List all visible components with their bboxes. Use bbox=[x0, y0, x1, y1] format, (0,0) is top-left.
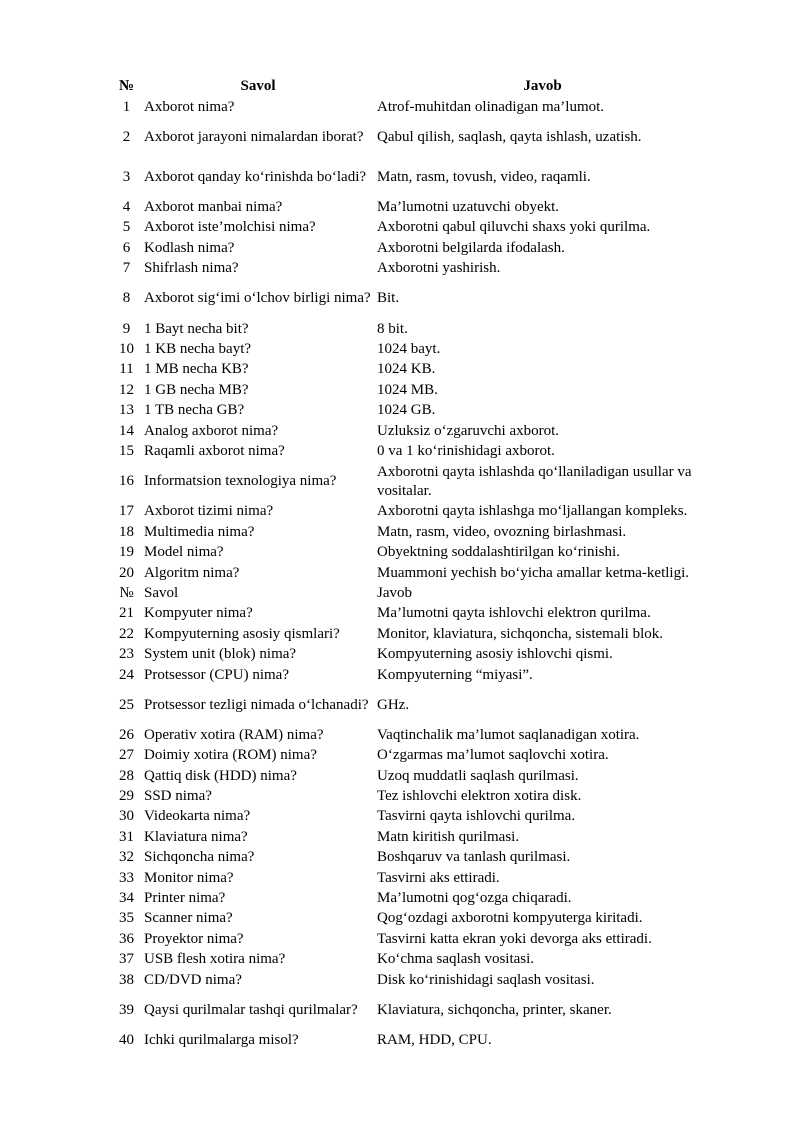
table-row bbox=[111, 725, 711, 745]
header-number: № bbox=[118, 78, 135, 94]
row-answer: Qog‘ozdagi axborotni kompyuterga kiritadi. bbox=[377, 910, 643, 927]
row-answer: Monitor, klaviatura, sichqoncha, sistemali blok. bbox=[377, 625, 664, 642]
row-question: Videokarta nima? bbox=[144, 808, 251, 825]
table-row bbox=[111, 522, 711, 542]
table-row bbox=[111, 117, 711, 157]
row-question: Axborot iste’molchisi nima? bbox=[144, 219, 316, 236]
table-row bbox=[111, 644, 711, 664]
row-number: 34 bbox=[119, 890, 134, 907]
row-answer: Bit. bbox=[377, 290, 400, 307]
table-row bbox=[111, 970, 711, 990]
row-number: 32 bbox=[119, 849, 134, 866]
row-number: 31 bbox=[119, 828, 134, 845]
table-row bbox=[111, 319, 711, 339]
table-row bbox=[111, 766, 711, 786]
row-number: 1 bbox=[122, 98, 131, 115]
row-number: 23 bbox=[119, 646, 134, 663]
row-number: 35 bbox=[119, 910, 134, 927]
row-question: Algoritm nima? bbox=[144, 564, 240, 581]
row-answer: Matn kiritish qurilmasi. bbox=[377, 828, 520, 845]
qa-table bbox=[111, 75, 711, 1051]
row-question: Axborot nima? bbox=[144, 98, 235, 115]
row-number: 21 bbox=[119, 605, 134, 622]
row-question: Multimedia nima? bbox=[144, 523, 255, 540]
row-answer: Boshqaruv va tanlash qurilmasi. bbox=[377, 849, 571, 866]
row-answer: 8 bit. bbox=[377, 320, 408, 337]
table-row bbox=[111, 868, 711, 888]
row-number: 39 bbox=[119, 1001, 134, 1018]
row-answer: Axborotni qabul qiluvchi shaxs yoki qurilma. bbox=[377, 219, 651, 236]
row-question: Kompyuterning asosiy qismlari? bbox=[144, 625, 340, 642]
row-number: 2 bbox=[122, 128, 131, 145]
row-answer: Javob bbox=[377, 584, 412, 601]
row-answer: Tasvirni qayta ishlovchi qurilma. bbox=[377, 808, 576, 825]
table-row bbox=[111, 583, 711, 603]
row-question: Shifrlash nima? bbox=[144, 260, 239, 277]
row-answer: 1024 KB. bbox=[377, 361, 436, 378]
row-number: 17 bbox=[119, 503, 134, 520]
row-question: Axborot qanday ko‘rinishda bo‘ladi? bbox=[144, 168, 367, 185]
row-answer: Matn, rasm, tovush, video, raqamli. bbox=[377, 168, 591, 185]
row-answer: Kompyuterning “miyasi”. bbox=[377, 666, 533, 683]
row-number: 12 bbox=[119, 381, 134, 398]
row-number: 15 bbox=[119, 442, 134, 459]
row-question: Printer nima? bbox=[144, 890, 226, 907]
row-number: 10 bbox=[119, 341, 134, 358]
row-question: System unit (blok) nima? bbox=[144, 646, 297, 663]
row-number: 40 bbox=[119, 1031, 134, 1048]
row-answer: RAM, HDD, CPU. bbox=[377, 1031, 492, 1048]
row-question: Axborot jarayoni nimalardan iborat? bbox=[144, 128, 364, 145]
row-number: 37 bbox=[119, 951, 134, 968]
row-answer: Ma’lumotni qayta ishlovchi elektron qurilma. bbox=[377, 605, 651, 622]
row-answer: GHz. bbox=[377, 696, 410, 713]
table-row bbox=[111, 259, 711, 279]
table-row bbox=[111, 604, 711, 624]
row-answer: Axborotni qayta ishlashga mo‘ljallangan kompleks. bbox=[377, 503, 688, 520]
row-number: 16 bbox=[119, 473, 134, 490]
table-row bbox=[111, 157, 711, 197]
row-number: 18 bbox=[119, 523, 134, 540]
table-row bbox=[111, 441, 711, 461]
row-number: 28 bbox=[119, 767, 134, 784]
row-question: Sichqoncha nima? bbox=[144, 849, 255, 866]
row-answer: Axborotni yashirish. bbox=[377, 260, 501, 277]
row-answer: Uzoq muddatli saqlash qurilmasi. bbox=[377, 767, 579, 784]
row-answer: Disk ko‘rinishidagi saqlash vositasi. bbox=[377, 971, 595, 988]
row-question: Klaviatura nima? bbox=[144, 828, 248, 845]
table-row bbox=[111, 685, 711, 725]
row-question: Operativ xotira (RAM) nima? bbox=[144, 726, 324, 743]
table-row bbox=[111, 238, 711, 258]
row-number: 4 bbox=[122, 199, 131, 216]
table-row bbox=[111, 197, 711, 217]
table-row bbox=[111, 786, 711, 806]
row-number: 20 bbox=[119, 564, 134, 581]
row-answer: Axborotni belgilarda ifodalash. bbox=[377, 239, 565, 256]
table-row bbox=[111, 929, 711, 949]
row-number: 24 bbox=[119, 666, 134, 683]
row-number: 6 bbox=[122, 239, 131, 256]
row-answer: Vaqtinchalik ma’lumot saqlanadigan xotira. bbox=[377, 726, 640, 743]
row-question: Axborot sig‘imi o‘lchov birligi nima? bbox=[144, 290, 371, 307]
table-row bbox=[111, 624, 711, 644]
row-number: 38 bbox=[119, 971, 134, 988]
row-answer: Tasvirni aks ettiradi. bbox=[377, 869, 500, 886]
row-answer: Tasvirni katta ekran yoki devorga aks ettiradi. bbox=[377, 930, 652, 947]
row-answer: Muammoni yechish bo‘yicha amallar ketma-ketligi. bbox=[377, 564, 689, 581]
table-row bbox=[111, 502, 711, 522]
row-number: 26 bbox=[119, 726, 134, 743]
row-answer: 0 va 1 ko‘rinishidagi axborot. bbox=[377, 442, 555, 459]
row-question: Qaysi qurilmalar tashqi qurilmalar? bbox=[144, 1001, 358, 1018]
row-number: 11 bbox=[119, 361, 134, 378]
table-row bbox=[111, 827, 711, 847]
row-answer: Kompyuterning asosiy ishlovchi qismi. bbox=[377, 646, 613, 663]
row-answer: Atrof-muhitdan olinadigan ma’lumot. bbox=[377, 98, 605, 115]
row-number: 36 bbox=[119, 930, 134, 947]
row-question: Protsessor tezligi nimada o‘lchanadi? bbox=[144, 696, 369, 713]
row-number: 9 bbox=[122, 320, 131, 337]
row-question: Axborot manbai nima? bbox=[144, 199, 283, 216]
row-question: 1 Bayt necha bit? bbox=[144, 320, 249, 337]
row-number: № bbox=[119, 584, 134, 601]
table-row bbox=[111, 950, 711, 970]
table-row bbox=[111, 218, 711, 238]
table-row bbox=[111, 563, 711, 583]
row-question: Model nima? bbox=[144, 544, 224, 561]
row-question: Proyektor nima? bbox=[144, 930, 244, 947]
table-row bbox=[111, 97, 711, 117]
row-question: Savol bbox=[144, 584, 179, 601]
row-question: Raqamli axborot nima? bbox=[144, 442, 285, 459]
row-number: 25 bbox=[119, 696, 134, 713]
row-answer: Obyektning soddalashtirilgan ko‘rinishi. bbox=[377, 544, 620, 561]
table-row bbox=[111, 888, 711, 908]
table-row bbox=[111, 1030, 711, 1050]
header-question: Savol bbox=[240, 78, 276, 94]
row-answer: 1024 bayt. bbox=[377, 341, 441, 358]
header-answer: Javob bbox=[523, 78, 562, 94]
table-row bbox=[111, 990, 711, 1030]
row-question: Scanner nima? bbox=[144, 910, 233, 927]
table-header-row bbox=[111, 75, 711, 97]
table-row bbox=[111, 401, 711, 421]
row-number: 5 bbox=[122, 219, 131, 236]
row-question: Kompyuter nima? bbox=[144, 605, 253, 622]
row-number: 33 bbox=[119, 869, 134, 886]
table-row bbox=[111, 746, 711, 766]
row-number: 3 bbox=[122, 168, 131, 185]
row-number: 30 bbox=[119, 808, 134, 825]
row-question: USB flesh xotira nima? bbox=[144, 951, 286, 968]
row-answer: Uzluksiz o‘zgaruvchi axborot. bbox=[377, 422, 560, 439]
row-question: SSD nima? bbox=[144, 788, 212, 805]
row-question: Protsessor (CPU) nima? bbox=[144, 666, 289, 683]
table-row bbox=[111, 360, 711, 380]
table-row bbox=[111, 807, 711, 827]
row-number: 14 bbox=[119, 422, 134, 439]
row-question: CD/DVD nima? bbox=[144, 971, 242, 988]
row-question: Informatsion texnologiya nima? bbox=[144, 473, 337, 490]
table-row bbox=[111, 665, 711, 685]
row-question: Analog axborot nima? bbox=[144, 422, 279, 439]
row-answer: Ma’lumotni qog‘ozga chiqaradi. bbox=[377, 890, 572, 907]
row-number: 13 bbox=[119, 402, 134, 419]
row-number: 22 bbox=[119, 625, 134, 642]
table-row bbox=[111, 462, 711, 502]
table-row bbox=[111, 339, 711, 359]
row-number: 19 bbox=[119, 544, 134, 561]
row-answer: Ma’lumotni uzatuvchi obyekt. bbox=[377, 199, 560, 216]
row-answer: Qabul qilish, saqlash, qayta ishlash, uzatish. bbox=[377, 128, 642, 145]
table-row bbox=[111, 421, 711, 441]
row-question: Axborot tizimi nima? bbox=[144, 503, 274, 520]
row-question: Kodlash nima? bbox=[144, 239, 235, 256]
row-answer: Matn, rasm, video, ovozning birlashmasi. bbox=[377, 523, 627, 540]
row-number: 8 bbox=[122, 290, 131, 307]
row-answer: O‘zgarmas ma’lumot saqlovchi xotira. bbox=[377, 747, 609, 764]
row-answer: Klaviatura, sichqoncha, printer, skaner. bbox=[377, 1001, 612, 1018]
row-answer: Tez ishlovchi elektron xotira disk. bbox=[377, 788, 582, 805]
table-body bbox=[111, 97, 711, 1051]
row-question: 1 GB necha MB? bbox=[144, 381, 249, 398]
table-row bbox=[111, 848, 711, 868]
row-question: 1 KB necha bayt? bbox=[144, 341, 252, 358]
row-question: Ichki qurilmalarga misol? bbox=[144, 1031, 299, 1048]
row-answer: 1024 MB. bbox=[377, 381, 438, 398]
row-question: Doimiy xotira (ROM) nima? bbox=[144, 747, 317, 764]
row-question: Qattiq disk (HDD) nima? bbox=[144, 767, 297, 784]
table-row bbox=[111, 542, 711, 562]
row-answer: Axborotni qayta ishlashda qo‘llaniladigan usullar va vositalar. bbox=[377, 463, 692, 499]
row-number: 27 bbox=[119, 747, 134, 764]
row-question: 1 TB necha GB? bbox=[144, 402, 245, 419]
table-row bbox=[111, 380, 711, 400]
table-row bbox=[111, 279, 711, 319]
row-number: 29 bbox=[119, 788, 134, 805]
row-answer: 1024 GB. bbox=[377, 402, 436, 419]
row-answer: Ko‘chma saqlash vositasi. bbox=[377, 951, 535, 968]
row-question: Monitor nima? bbox=[144, 869, 234, 886]
row-number: 7 bbox=[122, 260, 131, 277]
row-question: 1 MB necha KB? bbox=[144, 361, 249, 378]
table-row bbox=[111, 909, 711, 929]
